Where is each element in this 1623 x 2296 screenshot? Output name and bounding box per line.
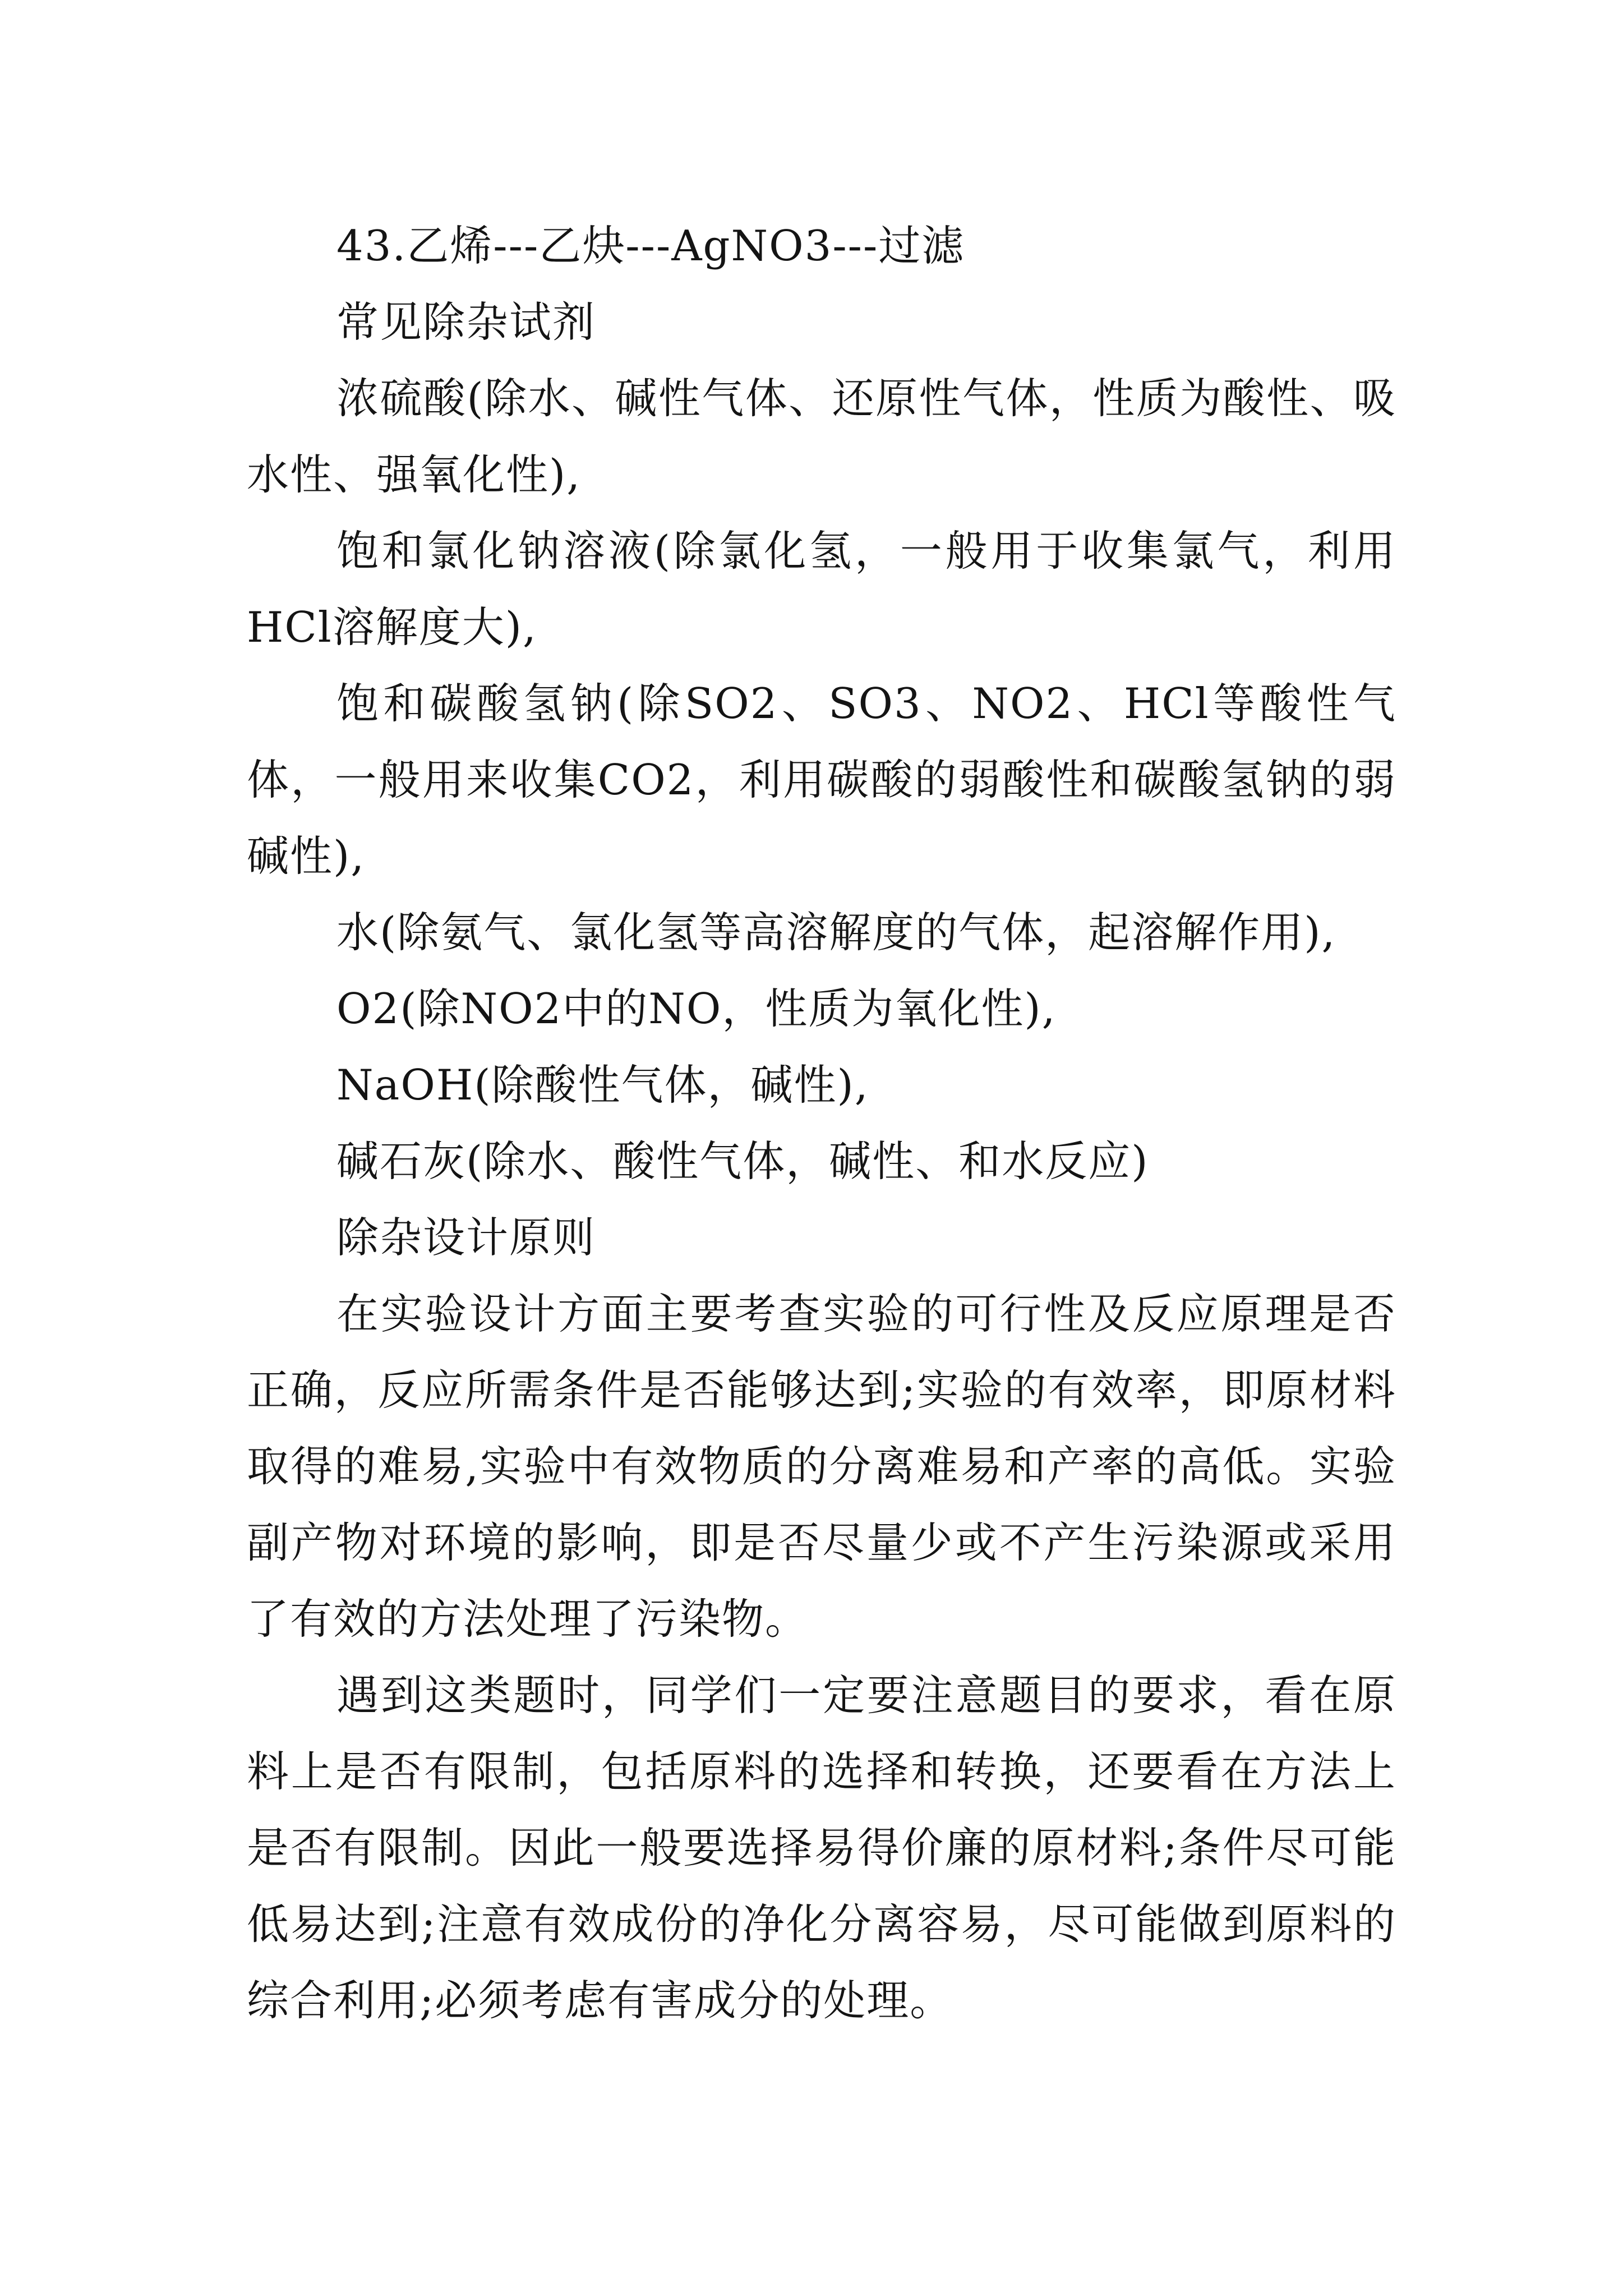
reagent-concentrated-sulfuric-acid: 浓硫酸(除水、碱性气体、还原性气体，性质为酸性、吸水性、强氧化性), [247, 374, 1396, 499]
reagent-sodium-hydroxide: NaOH(除酸性气体，碱性), [336, 1060, 869, 1110]
principles-paragraph-1: 在实验设计方面主要考查实验的可行性及反应原理是否正确，反应所需条件是否能够达到;实验的有效率，即原材料取得的难易,实验中有效物质的分离难易和产率的高低。实验副产物对环境的影响，即是否尽量少或不产生污染源或采用了有效的方法处理了污染物。 [247, 1289, 1396, 1644]
principles-paragraph-2: 遇到这类题时，同学们一定要注意题目的要求，看在原料上是否有限制，包括原料的选择和转换，还要看在方法上是否有限制。因此一般要选择易得价廉的原材料;条件尽可能低易达到;注意有效成份的净化分离容易，尽可能做到原料的综合利用;必须考虑有害成分的处理。 [247, 1671, 1396, 2025]
reagent-saturated-sodium-bicarbonate: 饱和碳酸氢钠(除SO2、SO3、NO2、HCl等酸性气体，一般用来收集CO2，利用碳酸的弱酸性和碳酸氢钠的弱碱性), [247, 679, 1396, 881]
reagents-heading: 常见除杂试剂 [336, 297, 596, 347]
item-43-line: 43.乙烯---乙炔---AgNO3---过滤 [336, 221, 965, 270]
document-body [247, 208, 1396, 2039]
reagent-soda-lime: 碱石灰(除水、酸性气体，碱性、和水反应) [336, 1137, 1149, 1186]
reagent-oxygen: O2(除NO2中的NO，性质为氧化性), [336, 984, 1057, 1033]
principles-heading: 除杂设计原则 [336, 1213, 596, 1262]
reagent-water: 水(除氨气、氯化氢等高溶解度的气体，起溶解作用), [336, 908, 1336, 957]
reagent-saturated-sodium-chloride: 饱和氯化钠溶液(除氯化氢，一般用于收集氯气，利用HCl溶解度大), [247, 526, 1396, 652]
